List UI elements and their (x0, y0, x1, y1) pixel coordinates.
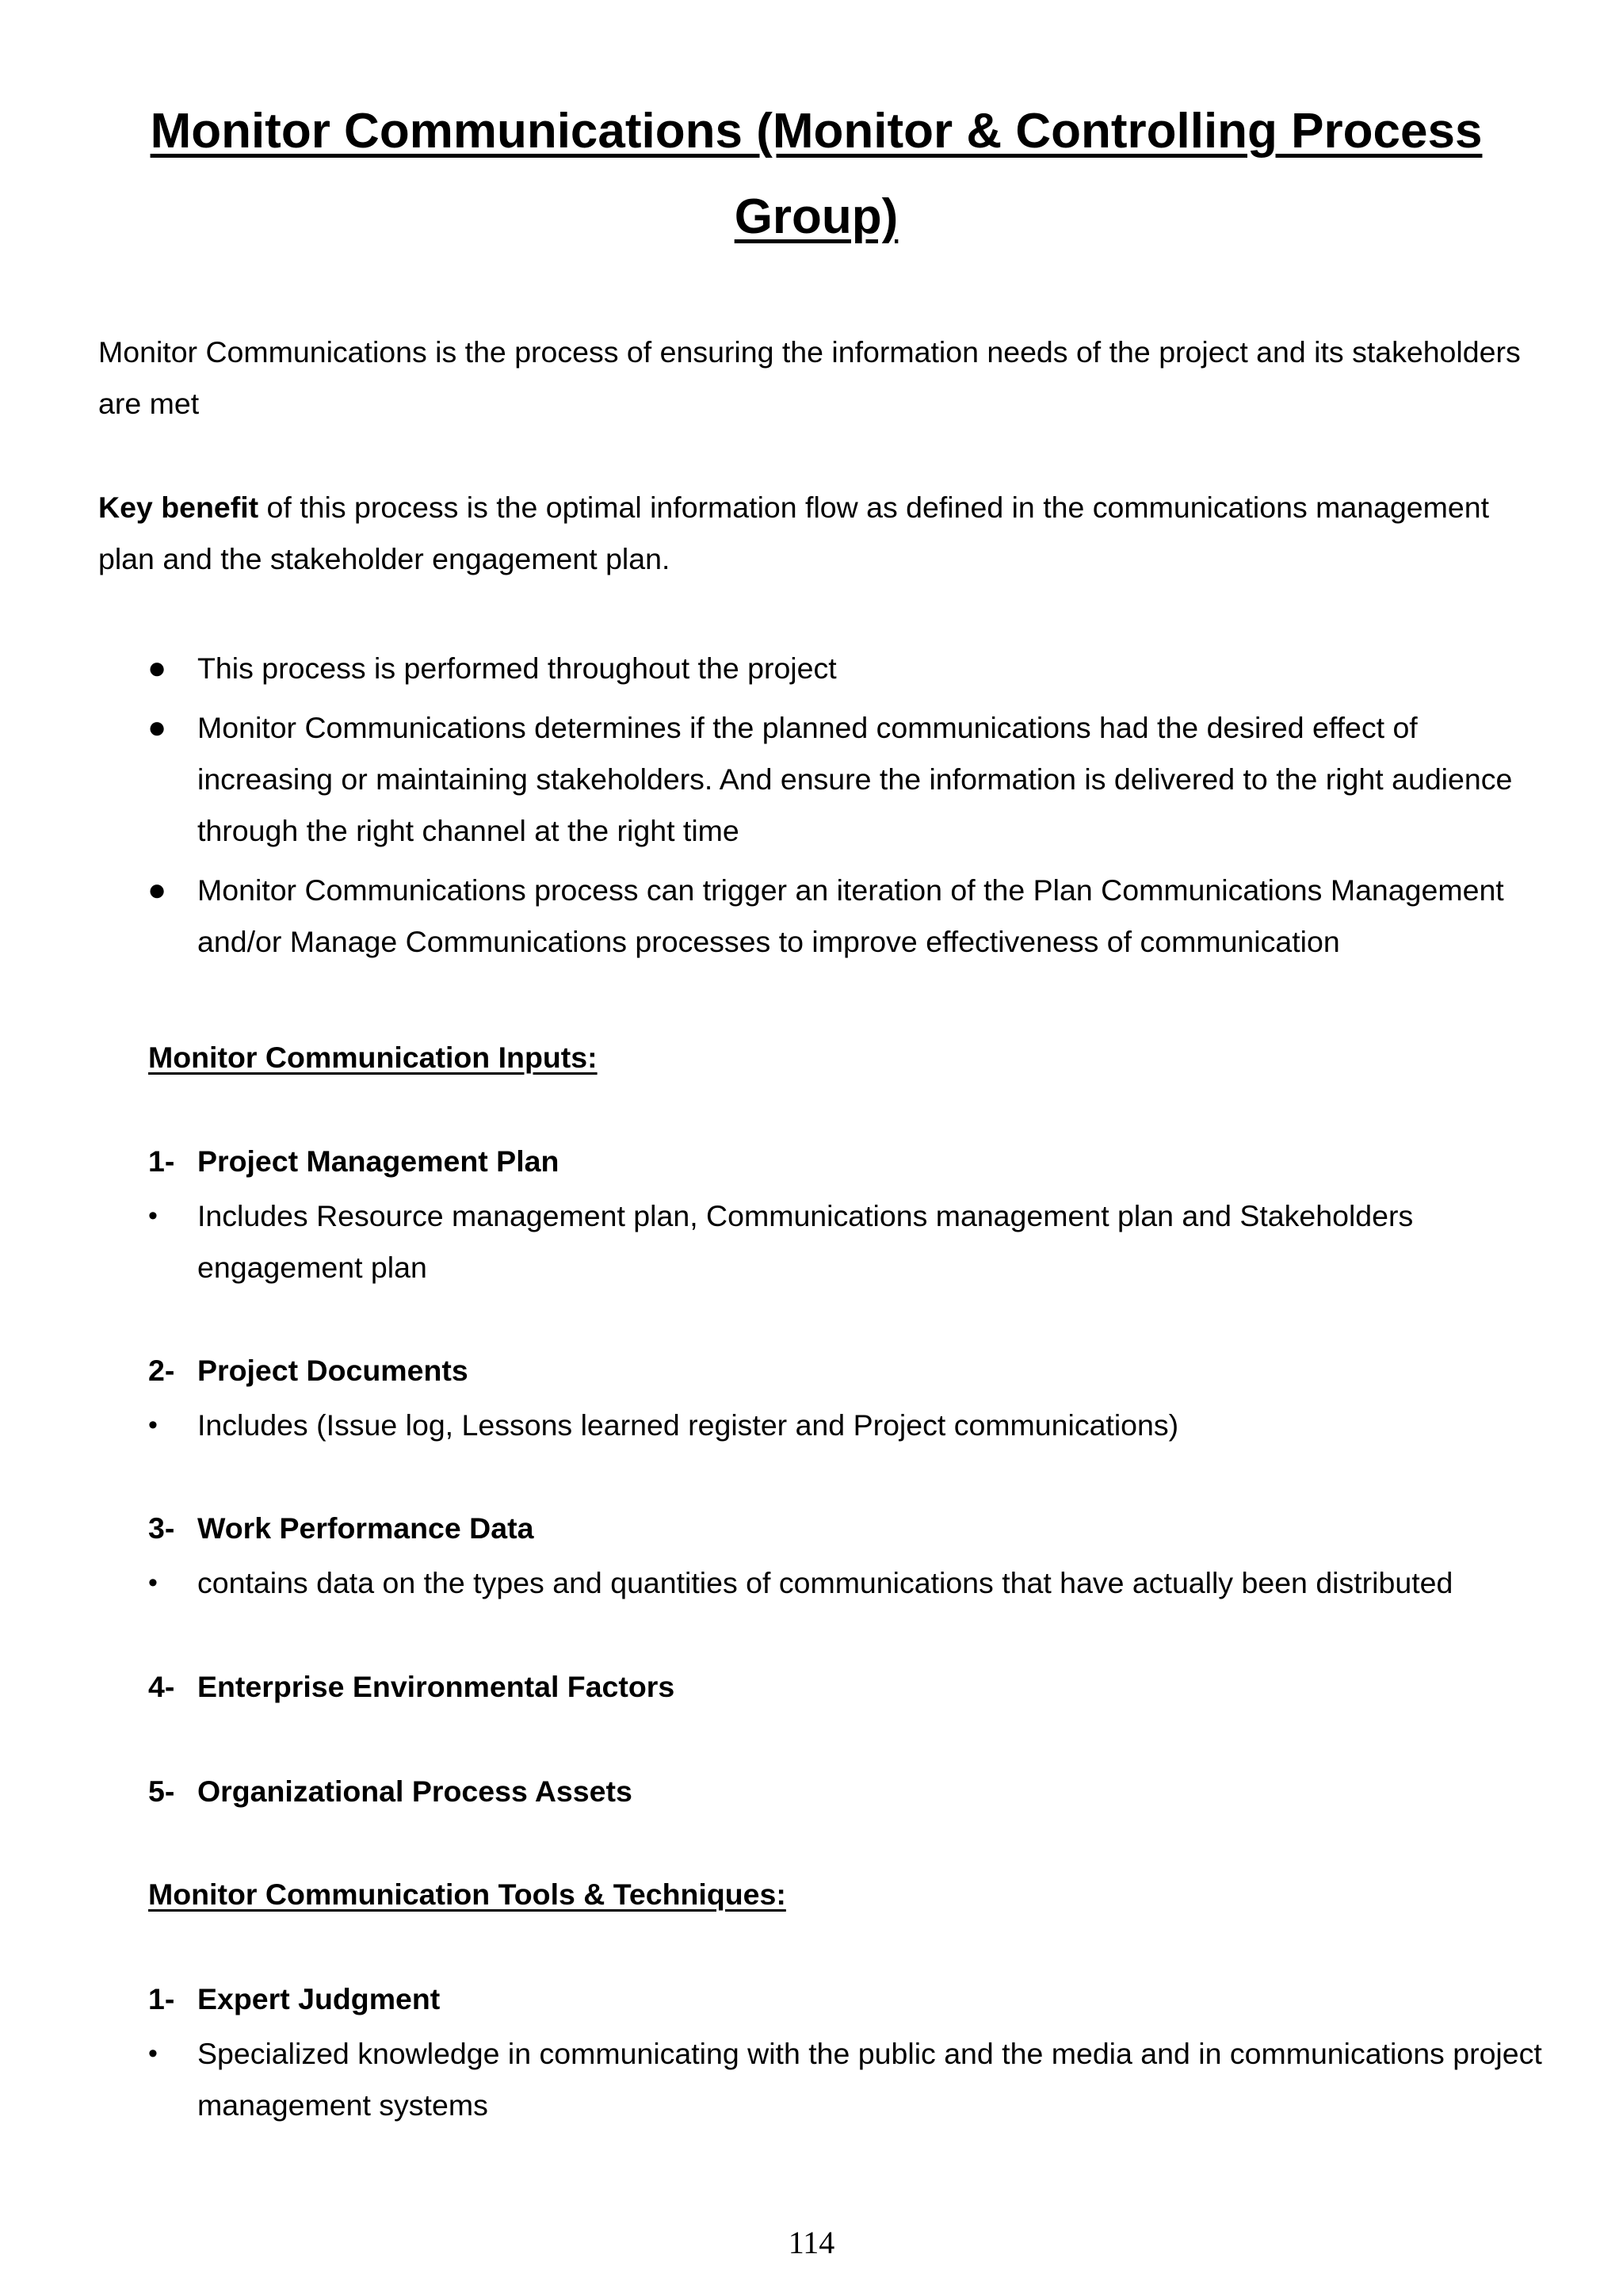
item-number: 5- (148, 1775, 175, 1808)
bullet-text: Monitor Communications determines if the planned communications had the desired effect of increasing or maintaining stakeholders. And ensure the information is delivered to the right audience through the right channel at the right time (197, 711, 1513, 847)
item-number: 1- (148, 1144, 175, 1178)
bullet-icon: ● (147, 873, 167, 907)
input-item (148, 1503, 1543, 1609)
item-number: 3- (148, 1511, 175, 1545)
input-item (148, 1766, 1543, 1817)
item-number: 2- (148, 1354, 175, 1387)
key-benefit-text: of this process is the optimal information flow as defined in the communications management plan and the stakeholder engagement plan. (98, 491, 1490, 575)
bullet-icon: • (148, 1410, 158, 1440)
list-item (98, 702, 1549, 857)
bullet-icon: • (148, 1201, 158, 1231)
input-item-title: 4- Enterprise Environmental Factors (148, 1661, 1543, 1713)
input-item-title: 5- Organizational Process Assets (148, 1766, 1543, 1817)
page-number: 114 (788, 2225, 835, 2260)
tool-item-title: 1- Expert Judgment (148, 1973, 1543, 2025)
page-title: Monitor Communications (Monitor & Controlling Process Group) (150, 104, 1483, 244)
bullet-icon: ● (147, 710, 167, 745)
key-benefit-label: Key benefit (98, 491, 259, 524)
bullet-icon: • (148, 2038, 158, 2069)
bullet-text: Monitor Communications process can trigger an iteration of the Plan Communications Management and/or Manage Communications processes to improve effectiveness of communication (197, 873, 1504, 958)
key-benefit-paragraph (98, 482, 1549, 585)
tool-item (148, 1973, 1543, 2131)
input-item-detail: • contains data on the types and quantities of communications that have actually been distributed (148, 1557, 1543, 1609)
input-item-title: 2- Project Documents (148, 1345, 1543, 1396)
inputs-heading: Monitor Communication Inputs: (148, 1041, 598, 1074)
list-item (98, 643, 1549, 694)
input-item-title: 3- Work Performance Data (148, 1503, 1543, 1554)
input-item (148, 1136, 1543, 1293)
bullet-icon: ● (147, 651, 167, 686)
list-item (98, 865, 1549, 968)
bullet-icon: • (148, 1568, 158, 1598)
input-item (148, 1661, 1543, 1713)
input-item (148, 1345, 1543, 1451)
input-item-detail: • Includes Resource management plan, Communications management plan and Stakeholders engagement plan (148, 1190, 1543, 1293)
tools-heading: Monitor Communication Tools & Techniques: (148, 1878, 786, 1911)
tool-item-detail: • Specialized knowledge in communicating with the public and the media and in communications project management systems (148, 2028, 1543, 2131)
item-number: 1- (148, 1982, 175, 2015)
intro-paragraph: Monitor Communications is the process of ensuring the information needs of the project and its stakeholders are met (98, 335, 1521, 420)
bullet-text: This process is performed throughout the project (197, 651, 837, 685)
input-item-detail: • Includes (Issue log, Lessons learned register and Project communications) (148, 1400, 1543, 1451)
process-bullet-list (98, 643, 1549, 976)
item-number: 4- (148, 1670, 175, 1703)
input-item-title: 1- Project Management Plan (148, 1136, 1543, 1187)
